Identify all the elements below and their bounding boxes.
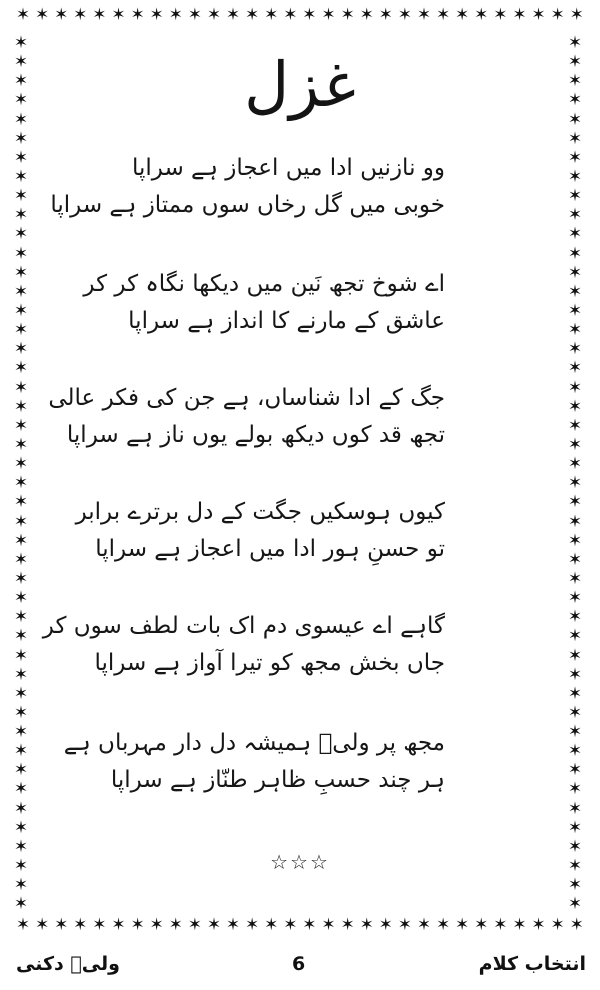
border-star-icon: ✶ <box>378 6 393 25</box>
border-star-icon: ✶ <box>567 52 583 73</box>
border-star-icon: ✶ <box>567 530 583 551</box>
border-star-icon: ✶ <box>13 741 29 762</box>
border-star-icon: ✶ <box>149 6 164 25</box>
border-star-icon: ✶ <box>13 434 29 455</box>
border-star-icon: ✶ <box>567 377 583 398</box>
border-star-icon: ✶ <box>567 683 583 704</box>
border-star-icon: ✶ <box>13 492 29 513</box>
border-star-icon: ✶ <box>13 34 29 53</box>
border-star-icon: ✶ <box>206 916 222 935</box>
border-star-icon: ✶ <box>225 916 241 935</box>
border-star-icon: ✶ <box>567 166 583 187</box>
page-footer <box>0 947 600 981</box>
border-star-icon: ✶ <box>531 916 546 935</box>
border-star-icon: ✶ <box>567 186 583 207</box>
border-star-icon: ✶ <box>567 492 583 513</box>
border-star-icon: ✶ <box>15 916 31 935</box>
border-star-icon: ✶ <box>13 568 29 589</box>
border-star-icon: ✶ <box>567 109 583 130</box>
border-star-icon: ✶ <box>13 511 29 532</box>
border-star-icon: ✶ <box>567 894 583 914</box>
border-star-icon: ✶ <box>13 530 29 551</box>
border-star-icon: ✶ <box>111 916 126 935</box>
three-stars-ornament: ☆☆☆ <box>270 850 330 874</box>
border-star-icon: ✶ <box>416 6 432 25</box>
border-star-icon: ✶ <box>54 6 69 25</box>
border-star-icon: ✶ <box>567 588 583 609</box>
footer-author: ولیؔ دکنی <box>16 953 120 975</box>
verse-line: وو نازنیں ادا میں اعجاز ہے سراپا <box>131 155 445 181</box>
verse-line: مجھ پر ولیؔ ہمیشہ دل دار مہرباں ہے <box>63 730 445 756</box>
border-star-icon: ✶ <box>13 358 29 379</box>
border-star-icon: ✶ <box>531 6 546 25</box>
border-star-icon: ✶ <box>302 916 317 935</box>
border-star-icon: ✶ <box>567 626 583 647</box>
border-star-icon: ✶ <box>13 71 29 92</box>
border-star-icon: ✶ <box>111 6 126 25</box>
border-star-icon: ✶ <box>567 664 583 685</box>
border-star-icon: ✶ <box>416 916 432 935</box>
border-star-icon: ✶ <box>567 396 583 417</box>
border-star-icon: ✶ <box>13 856 29 877</box>
border-star-icon: ✶ <box>512 6 527 25</box>
border-star-icon: ✶ <box>567 205 583 226</box>
border-star-icon: ✶ <box>13 300 29 321</box>
border-star-icon: ✶ <box>550 6 565 25</box>
border-star-icon: ✶ <box>567 243 583 264</box>
border-star-icon: ✶ <box>13 90 29 111</box>
border-star-icon: ✶ <box>569 916 584 935</box>
border-star-icon: ✶ <box>73 6 88 25</box>
border-left-stars <box>12 34 34 914</box>
border-bottom-stars <box>14 916 586 938</box>
border-star-icon: ✶ <box>567 300 583 321</box>
border-star-icon: ✶ <box>13 473 29 494</box>
stanza-1 <box>50 150 445 224</box>
border-star-icon: ✶ <box>567 358 583 379</box>
border-star-icon: ✶ <box>283 916 298 935</box>
verse-line: جاں بخش مجھ کو تیرا آواز ہے سراپا <box>94 650 445 676</box>
verse-line: تجھ قد کوں دیکھ بولے یوں ناز ہے سراپا <box>66 422 445 448</box>
border-star-icon: ✶ <box>13 779 29 800</box>
verse-line: گاہے اے عیسوی دم اک بات لطف سوں کر <box>42 613 445 639</box>
border-star-icon: ✶ <box>567 741 583 762</box>
border-star-icon: ✶ <box>378 916 393 935</box>
border-star-icon: ✶ <box>435 6 451 25</box>
border-star-icon: ✶ <box>321 916 336 935</box>
border-star-icon: ✶ <box>130 6 145 25</box>
border-star-icon: ✶ <box>567 568 583 589</box>
border-star-icon: ✶ <box>493 916 508 935</box>
border-star-icon: ✶ <box>13 128 29 149</box>
border-star-icon: ✶ <box>13 147 29 168</box>
border-star-icon: ✶ <box>567 760 583 781</box>
verse-line: جگ کے ادا شناساں، ہے جن کی فکر عالی <box>48 385 445 411</box>
border-star-icon: ✶ <box>474 916 489 935</box>
border-star-icon: ✶ <box>359 6 374 25</box>
border-star-icon: ✶ <box>13 166 29 187</box>
border-star-icon: ✶ <box>567 281 583 302</box>
border-star-icon: ✶ <box>340 6 355 25</box>
border-star-icon: ✶ <box>340 916 355 935</box>
border-star-icon: ✶ <box>13 836 29 857</box>
border-star-icon: ✶ <box>13 722 29 743</box>
border-star-icon: ✶ <box>206 6 222 25</box>
border-star-icon: ✶ <box>397 916 412 935</box>
border-star-icon: ✶ <box>567 607 583 628</box>
border-star-icon: ✶ <box>13 702 29 723</box>
border-star-icon: ✶ <box>321 6 336 25</box>
stanza-4 <box>75 494 445 568</box>
border-star-icon: ✶ <box>359 916 374 935</box>
border-star-icon: ✶ <box>13 588 29 609</box>
border-star-icon: ✶ <box>567 434 583 455</box>
border-star-icon: ✶ <box>567 415 583 436</box>
border-star-icon: ✶ <box>168 916 183 935</box>
border-star-icon: ✶ <box>567 645 583 666</box>
border-star-icon: ✶ <box>567 90 583 111</box>
border-star-icon: ✶ <box>13 760 29 781</box>
border-star-icon: ✶ <box>567 875 583 896</box>
border-star-icon: ✶ <box>13 607 29 628</box>
border-star-icon: ✶ <box>73 916 88 935</box>
border-star-icon: ✶ <box>567 128 583 149</box>
border-star-icon: ✶ <box>13 109 29 130</box>
border-star-icon: ✶ <box>283 6 298 25</box>
stanza-3 <box>48 380 445 454</box>
border-star-icon: ✶ <box>245 916 260 935</box>
stanza-2 <box>83 266 445 340</box>
border-star-icon: ✶ <box>567 511 583 532</box>
border-star-icon: ✶ <box>302 6 317 25</box>
border-star-icon: ✶ <box>13 894 29 914</box>
verse-line: عاشق کے مارنے کا انداز ہے سراپا <box>128 308 445 334</box>
border-star-icon: ✶ <box>567 320 583 341</box>
border-star-icon: ✶ <box>13 262 29 283</box>
verse-line: خوبی میں گل رخاں سوں ممتاز ہے سراپا <box>50 192 445 218</box>
border-star-icon: ✶ <box>187 6 202 25</box>
border-star-icon: ✶ <box>34 916 50 935</box>
border-star-icon: ✶ <box>567 702 583 723</box>
border-star-icon: ✶ <box>550 916 565 935</box>
border-star-icon: ✶ <box>567 779 583 800</box>
border-star-icon: ✶ <box>13 205 29 226</box>
border-star-icon: ✶ <box>567 856 583 877</box>
border-star-icon: ✶ <box>567 798 583 819</box>
border-star-icon: ✶ <box>13 281 29 302</box>
border-star-icon: ✶ <box>474 6 489 25</box>
border-star-icon: ✶ <box>187 916 202 935</box>
border-star-icon: ✶ <box>435 916 451 935</box>
border-star-icon: ✶ <box>13 339 29 360</box>
poem-body <box>42 150 445 830</box>
border-star-icon: ✶ <box>54 916 69 935</box>
border-star-icon: ✶ <box>567 836 583 857</box>
border-star-icon: ✶ <box>567 339 583 360</box>
border-star-icon: ✶ <box>567 549 583 570</box>
border-star-icon: ✶ <box>567 454 583 475</box>
border-star-icon: ✶ <box>512 916 527 935</box>
border-star-icon: ✶ <box>455 916 470 935</box>
border-star-icon: ✶ <box>130 916 145 935</box>
border-star-icon: ✶ <box>567 147 583 168</box>
border-star-icon: ✶ <box>567 817 583 838</box>
border-star-icon: ✶ <box>13 645 29 666</box>
border-star-icon: ✶ <box>13 626 29 647</box>
border-star-icon: ✶ <box>13 454 29 475</box>
border-star-icon: ✶ <box>264 916 279 935</box>
border-top-stars <box>14 6 586 28</box>
border-star-icon: ✶ <box>397 6 412 25</box>
border-star-icon: ✶ <box>567 722 583 743</box>
page-number: 6 <box>292 953 306 975</box>
border-star-icon: ✶ <box>13 415 29 436</box>
border-star-icon: ✶ <box>13 186 29 207</box>
border-star-icon: ✶ <box>13 798 29 819</box>
border-star-icon: ✶ <box>455 6 470 25</box>
border-star-icon: ✶ <box>13 817 29 838</box>
border-star-icon: ✶ <box>567 262 583 283</box>
border-star-icon: ✶ <box>13 243 29 264</box>
border-star-icon: ✶ <box>13 683 29 704</box>
border-star-icon: ✶ <box>493 6 508 25</box>
border-star-icon: ✶ <box>245 6 260 25</box>
border-star-icon: ✶ <box>13 320 29 341</box>
border-star-icon: ✶ <box>264 6 279 25</box>
border-star-icon: ✶ <box>13 396 29 417</box>
border-star-icon: ✶ <box>13 664 29 685</box>
verse-line: ہر چند حسبِ ظاہر طنّاز ہے سراپا <box>110 767 445 793</box>
border-star-icon: ✶ <box>567 473 583 494</box>
border-right-stars <box>566 34 588 914</box>
border-star-icon: ✶ <box>567 71 583 92</box>
border-star-icon: ✶ <box>567 34 583 53</box>
footer-book-title: انتخاب کلام <box>478 953 586 975</box>
border-star-icon: ✶ <box>13 52 29 73</box>
border-star-icon: ✶ <box>13 377 29 398</box>
border-star-icon: ✶ <box>92 916 107 935</box>
stanza-6 <box>63 725 445 799</box>
verse-line: تو حسنِ ہور ادا میں اعجاز ہے سراپا <box>95 536 445 562</box>
border-star-icon: ✶ <box>34 6 50 25</box>
border-star-icon: ✶ <box>569 6 584 25</box>
verse-line: اے شوخ تجھ نَین میں دیکھا نگاہ کر کر <box>83 271 445 297</box>
border-star-icon: ✶ <box>225 6 241 25</box>
border-star-icon: ✶ <box>15 6 31 25</box>
border-star-icon: ✶ <box>168 6 183 25</box>
border-star-icon: ✶ <box>13 224 29 245</box>
border-star-icon: ✶ <box>567 224 583 245</box>
border-star-icon: ✶ <box>149 916 164 935</box>
border-star-icon: ✶ <box>92 6 107 25</box>
border-star-icon: ✶ <box>13 875 29 896</box>
verse-line: کیوں ہوسکیں جگت کے دل برترے برابر <box>75 499 445 525</box>
stanza-5 <box>42 608 445 682</box>
border-star-icon: ✶ <box>13 549 29 570</box>
poem-title: غزل <box>244 48 356 121</box>
